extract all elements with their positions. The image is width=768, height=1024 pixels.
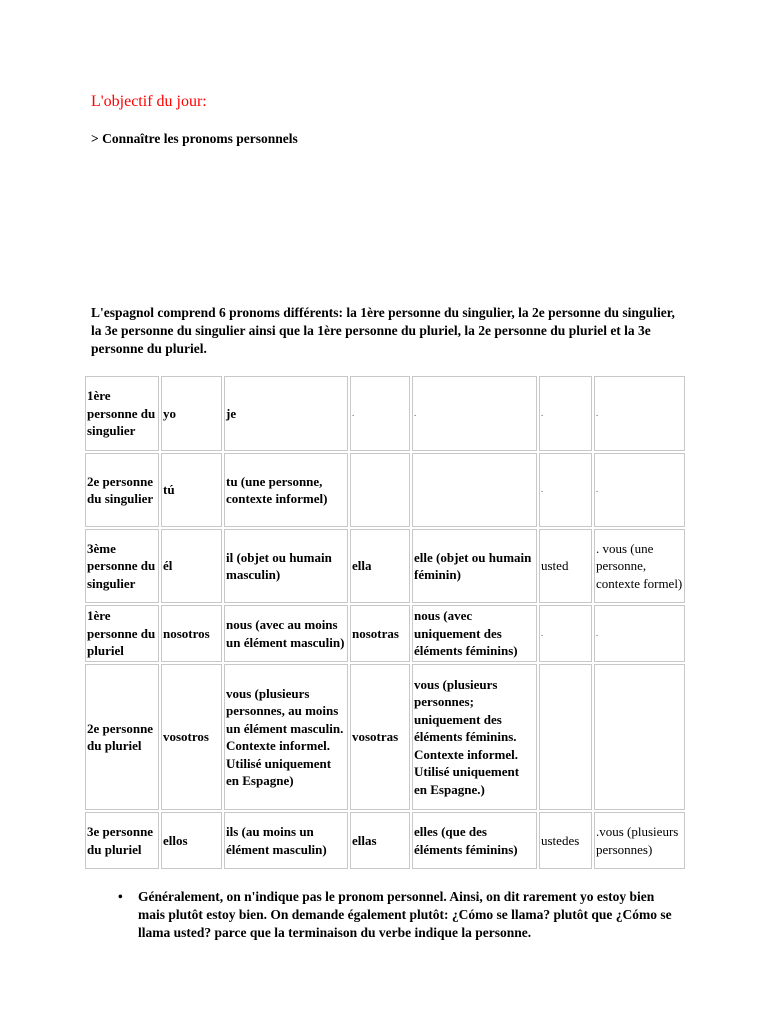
cell-es-formal: . bbox=[539, 376, 592, 451]
cell-person: 3e personne du pluriel bbox=[85, 812, 159, 869]
cell-es-formal: . bbox=[539, 605, 592, 662]
objective-text: > Connaître les pronoms personnels bbox=[91, 131, 298, 146]
cell-es-feminine: . bbox=[350, 376, 410, 451]
cell-fr-masculine: vous (plusieurs personnes, au moins un élément masculin. Contexte informel. Utilisé uniquement en Espagne) bbox=[224, 664, 348, 810]
cell-es-masculine: él bbox=[161, 529, 222, 603]
list-item bbox=[118, 888, 678, 942]
table-row bbox=[85, 605, 685, 662]
table-row bbox=[85, 453, 685, 527]
cell-es-formal: . bbox=[539, 453, 592, 527]
cell-person: 3ème personne du singulier bbox=[85, 529, 159, 603]
cell-fr-masculine: il (objet ou humain masculin) bbox=[224, 529, 348, 603]
cell-es-masculine: vosotros bbox=[161, 664, 222, 810]
cell-es-formal bbox=[539, 664, 592, 810]
cell-fr-feminine: nous (avec uniquement des éléments féminins) bbox=[412, 605, 537, 662]
cell-fr-formal: . bbox=[594, 453, 685, 527]
cell-es-masculine: ellos bbox=[161, 812, 222, 869]
cell-person: 1ère personne du pluriel bbox=[85, 605, 159, 662]
cell-fr-masculine: ils (au moins un élément masculin) bbox=[224, 812, 348, 869]
cell-es-masculine: tú bbox=[161, 453, 222, 527]
cell-es-feminine: nosotras bbox=[350, 605, 410, 662]
cell-fr-feminine: vous (plusieurs personnes; uniquement des éléments féminins. Contexte informel. Utilisé uniquement en Espagne.) bbox=[412, 664, 537, 810]
table-row bbox=[85, 529, 685, 603]
note-text: Généralement, on n'indique pas le pronom personnel. Ainsi, on dit rarement yo estoy bien mais plutôt estoy bien. On demande également plutôt: ¿Cómo se llama? plutôt que ¿Cómo se llama usted? parce que la terminaison du verbe indique la personne. bbox=[138, 889, 672, 940]
table-row bbox=[85, 376, 685, 451]
cell-fr-masculine: nous (avec au moins un élément masculin) bbox=[224, 605, 348, 662]
cell-es-feminine: ellas bbox=[350, 812, 410, 869]
cell-person: 1ère personne du singulier bbox=[85, 376, 159, 451]
cell-es-feminine bbox=[350, 453, 410, 527]
table-row bbox=[85, 812, 685, 869]
cell-fr-feminine: . bbox=[412, 376, 537, 451]
cell-fr-formal: . bbox=[594, 605, 685, 662]
cell-fr-masculine: je bbox=[224, 376, 348, 451]
cell-es-feminine: vosotras bbox=[350, 664, 410, 810]
table-row bbox=[85, 664, 685, 810]
pronoun-table bbox=[83, 374, 687, 871]
cell-es-formal: usted bbox=[539, 529, 592, 603]
page-title: L'objectif du jour: bbox=[91, 93, 207, 110]
cell-fr-feminine: elles (que des éléments féminins) bbox=[412, 812, 537, 869]
notes-list bbox=[118, 888, 678, 942]
cell-fr-formal: . bbox=[594, 376, 685, 451]
cell-fr-formal: .vous (plusieurs personnes) bbox=[594, 812, 685, 869]
cell-es-masculine: yo bbox=[161, 376, 222, 451]
bullet-icon: • bbox=[118, 889, 123, 904]
cell-fr-feminine: elle (objet ou humain féminin) bbox=[412, 529, 537, 603]
cell-person: 2e personne du singulier bbox=[85, 453, 159, 527]
cell-es-formal: ustedes bbox=[539, 812, 592, 869]
cell-person: 2e personne du pluriel bbox=[85, 664, 159, 810]
cell-es-feminine: ella bbox=[350, 529, 410, 603]
cell-fr-masculine: tu (une personne, contexte informel) bbox=[224, 453, 348, 527]
cell-fr-feminine bbox=[412, 453, 537, 527]
cell-fr-formal: . vous (une personne, contexte formel) bbox=[594, 529, 685, 603]
cell-es-masculine: nosotros bbox=[161, 605, 222, 662]
cell-fr-formal bbox=[594, 664, 685, 810]
intro-paragraph: L'espagnol comprend 6 pronoms différents: la 1ère personne du singulier, la 2e personne du singulier, la 3e personne du singulier ainsi que la 1ère personne du pluriel, la 2e personne du pluriel et la 3e personne du pluriel. bbox=[91, 305, 675, 356]
